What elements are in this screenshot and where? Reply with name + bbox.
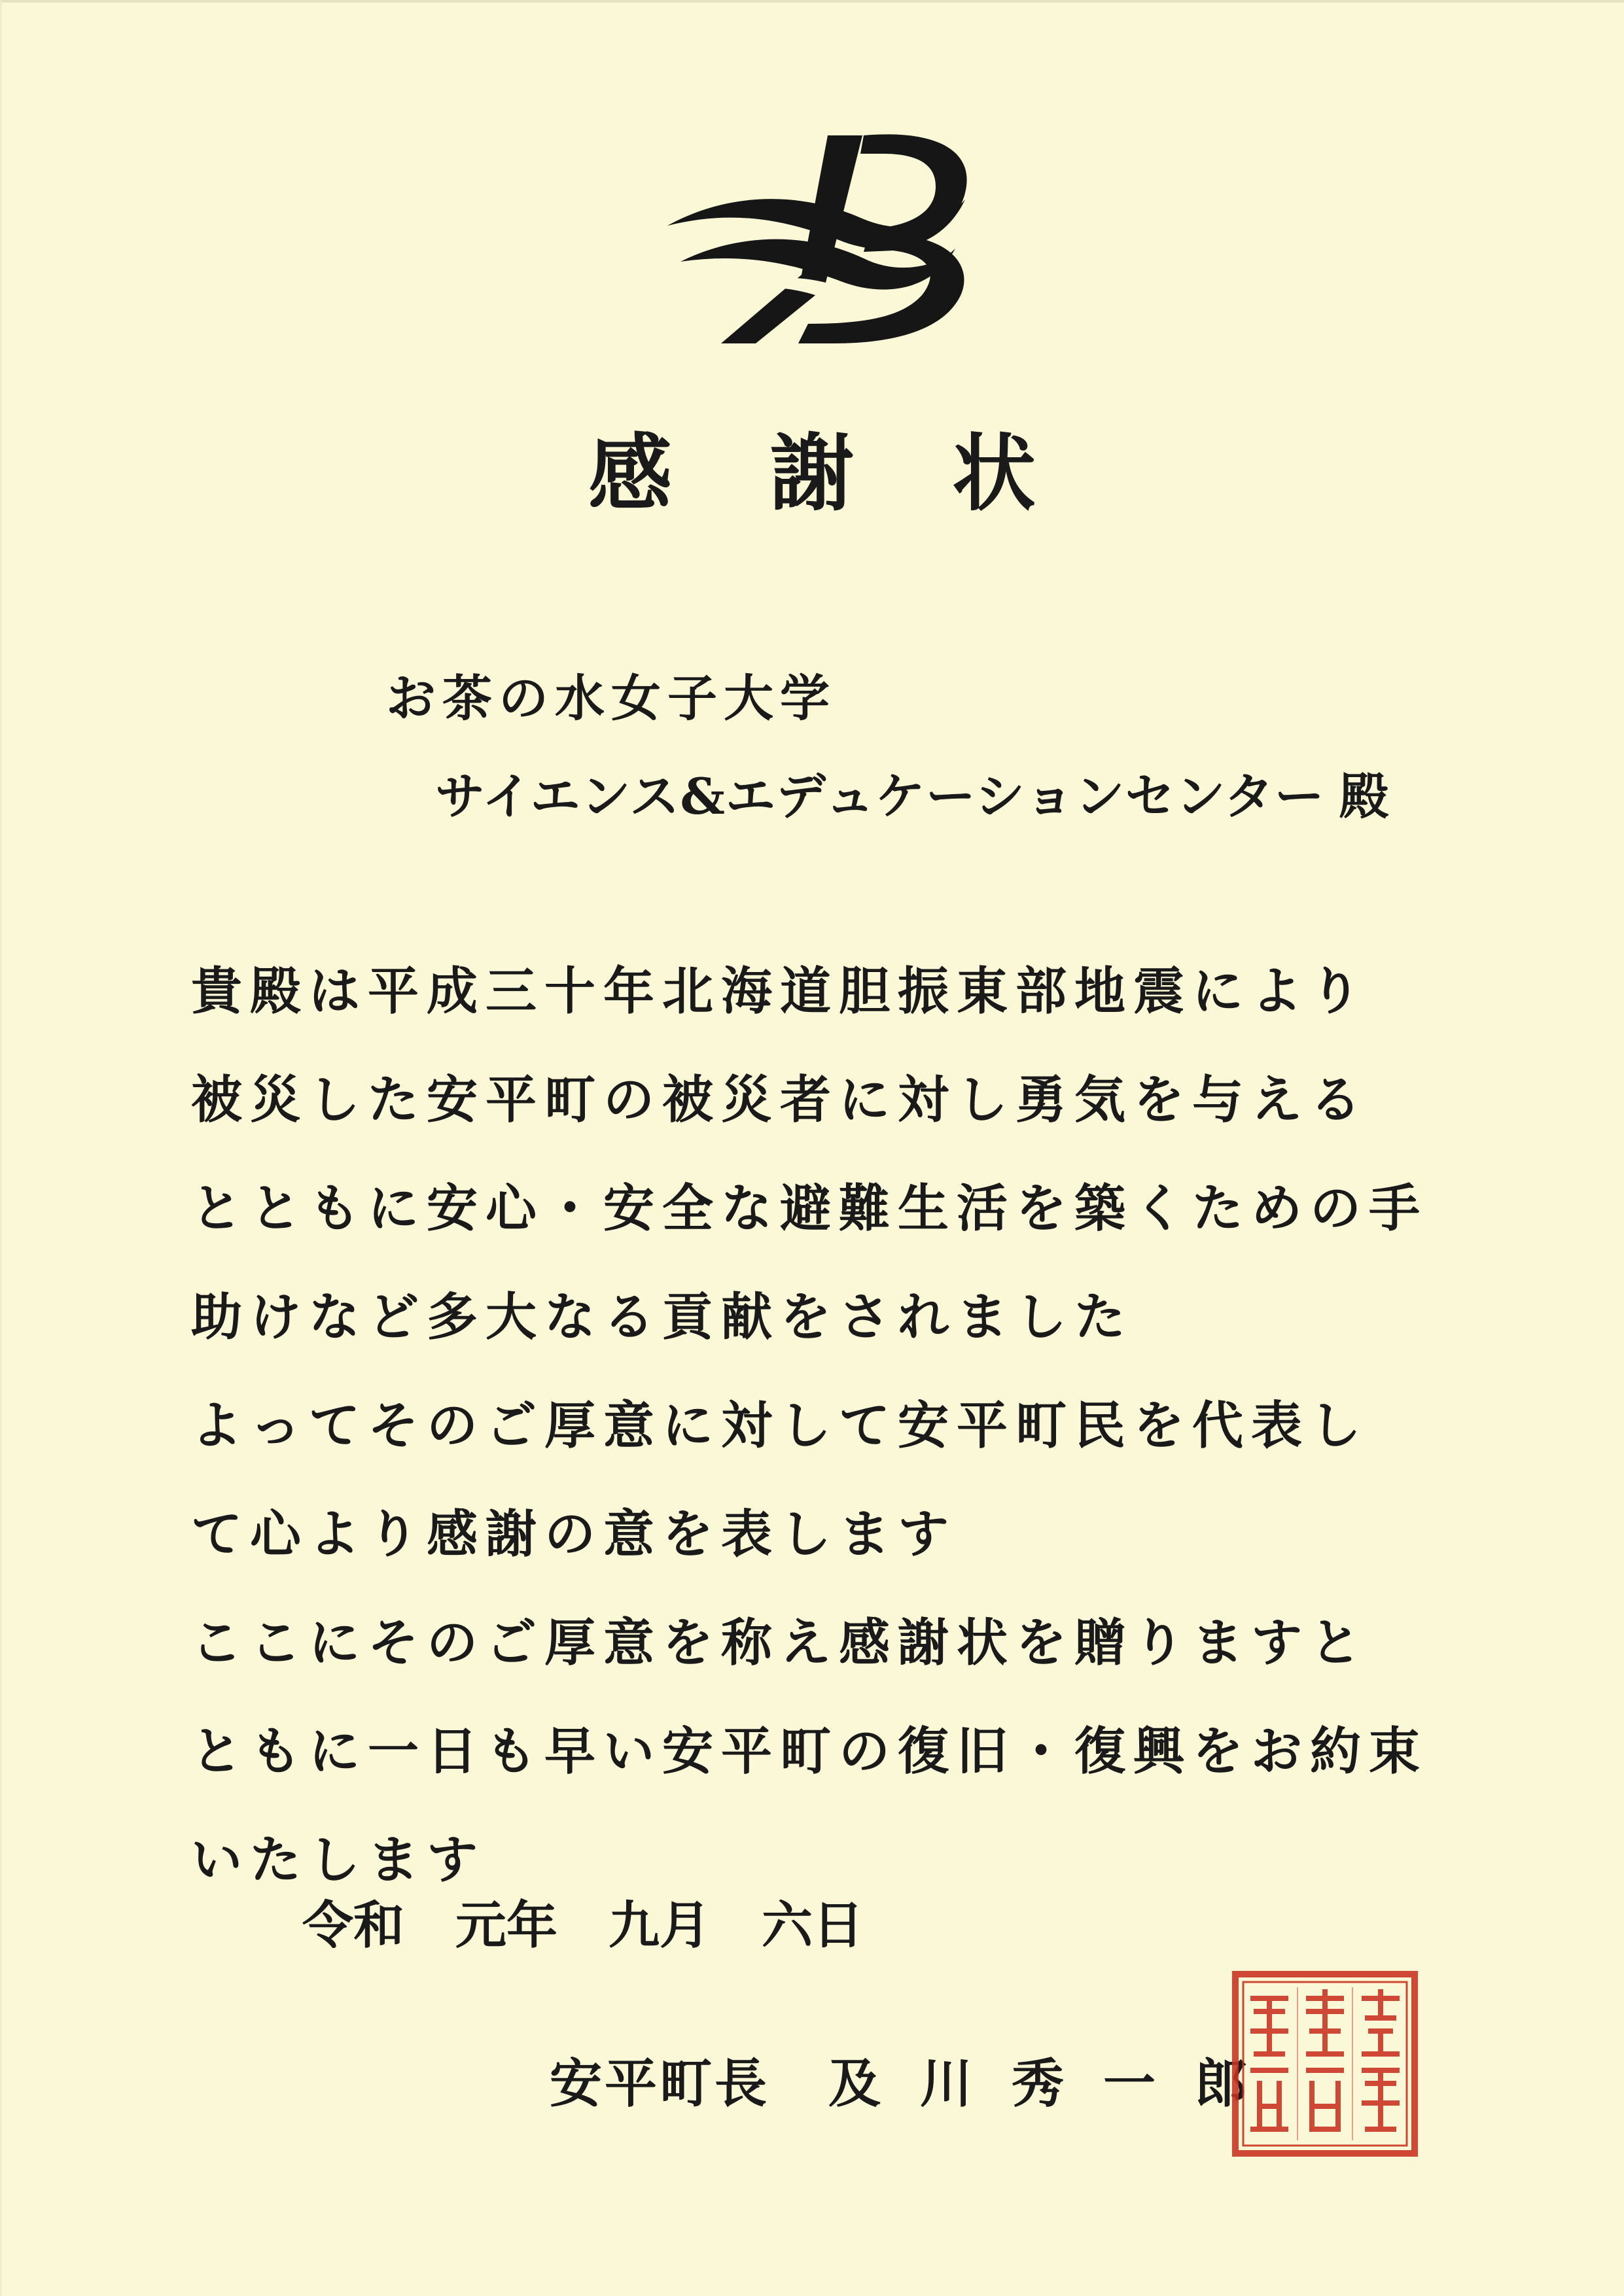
town-logo — [667, 128, 975, 343]
body-line: いたします — [191, 1830, 486, 1890]
addressee-organization: お茶の水女子大学 — [386, 669, 836, 727]
body-line: 貴殿は平成三十年北海道胆振東部地震により — [191, 962, 1369, 1021]
body-line: 助けなど多大なる貢献をされました — [191, 1287, 1134, 1347]
addressee-line — [435, 767, 1390, 826]
body-line: 被災した安平町の被災者に対し勇気を与える — [191, 1070, 1369, 1130]
date-era: 令和 — [302, 1896, 405, 1955]
issue-date — [302, 1896, 864, 1955]
date-month: 九月 — [609, 1896, 711, 1955]
signer — [550, 2053, 1286, 2114]
certificate-body — [191, 962, 1434, 1943]
official-seal — [1230, 1969, 1420, 2159]
date-day: 六日 — [762, 1896, 864, 1955]
body-line: て心より感謝の意を表します — [191, 1505, 957, 1564]
addressee-department: サイエンス&エデュケーションセンター — [435, 767, 1325, 826]
body-line: ここにそのご厚意を称え感謝状を贈りますと — [191, 1613, 1369, 1673]
signer-name: 及川秀一郎 — [828, 2053, 1286, 2114]
body-line: ともに一日も早い安平町の復旧・復興をお約束 — [191, 1722, 1428, 1781]
signer-title: 安平町長 — [550, 2053, 769, 2114]
date-year: 元年 — [455, 1896, 558, 1955]
body-line: よってそのご厚意に対して安平町民を代表し — [191, 1396, 1369, 1455]
certificate-title: 感謝状 — [588, 425, 1134, 523]
addressee-honorific: 殿 — [1339, 767, 1390, 826]
body-line: とともに安心・安全な避難生活を築くための手 — [191, 1179, 1428, 1238]
